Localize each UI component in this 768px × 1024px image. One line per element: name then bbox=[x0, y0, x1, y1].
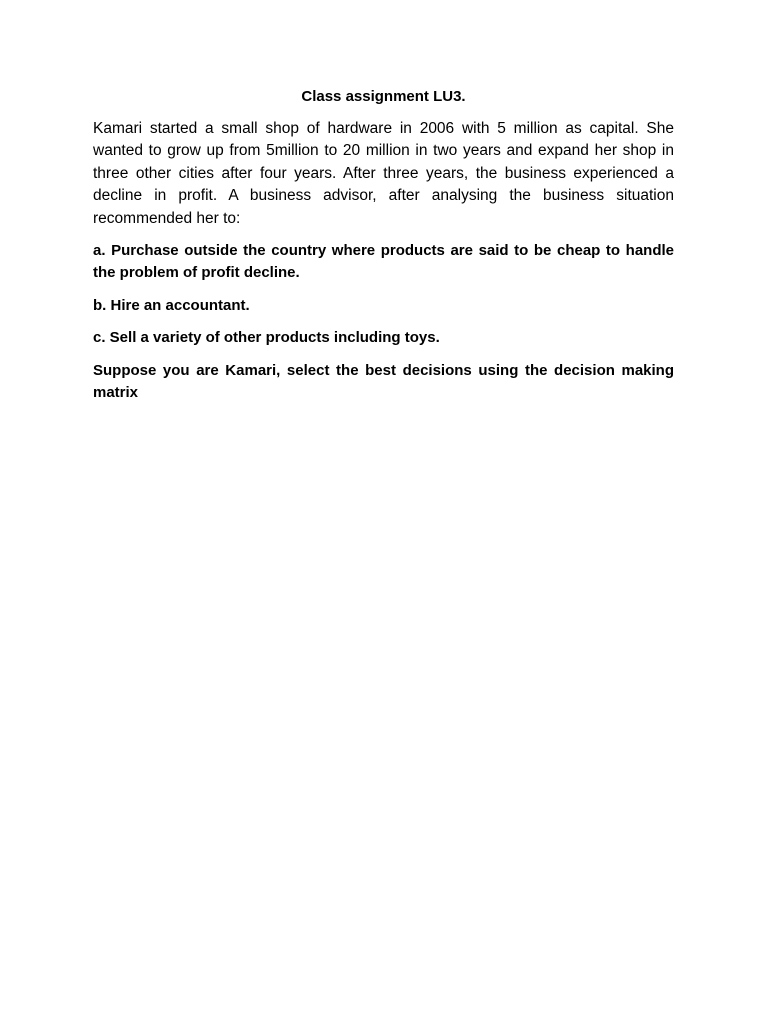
option-b: b. Hire an accountant. bbox=[93, 296, 250, 314]
document-title: Class assignment LU3. bbox=[301, 88, 466, 105]
intro-paragraph: Kamari started a small shop of hardware in 2006 with 5 million as capital. She wanted to grow up from 5million to 20 million in two years and expand her shop in three other cities after four years. After three years, the business experienced a decline in profit. A business advisor, after analysing the business situation recommended her to: bbox=[93, 120, 674, 227]
option-a: a. Purchase outside the country where products are said to be cheap to handle the problem of profit decline. bbox=[93, 242, 674, 282]
question-paragraph: Suppose you are Kamari, select the best decisions using the decision making matrix bbox=[93, 361, 674, 402]
document-page bbox=[93, 86, 674, 414]
option-c: c. Sell a variety of other products including toys. bbox=[93, 329, 440, 347]
